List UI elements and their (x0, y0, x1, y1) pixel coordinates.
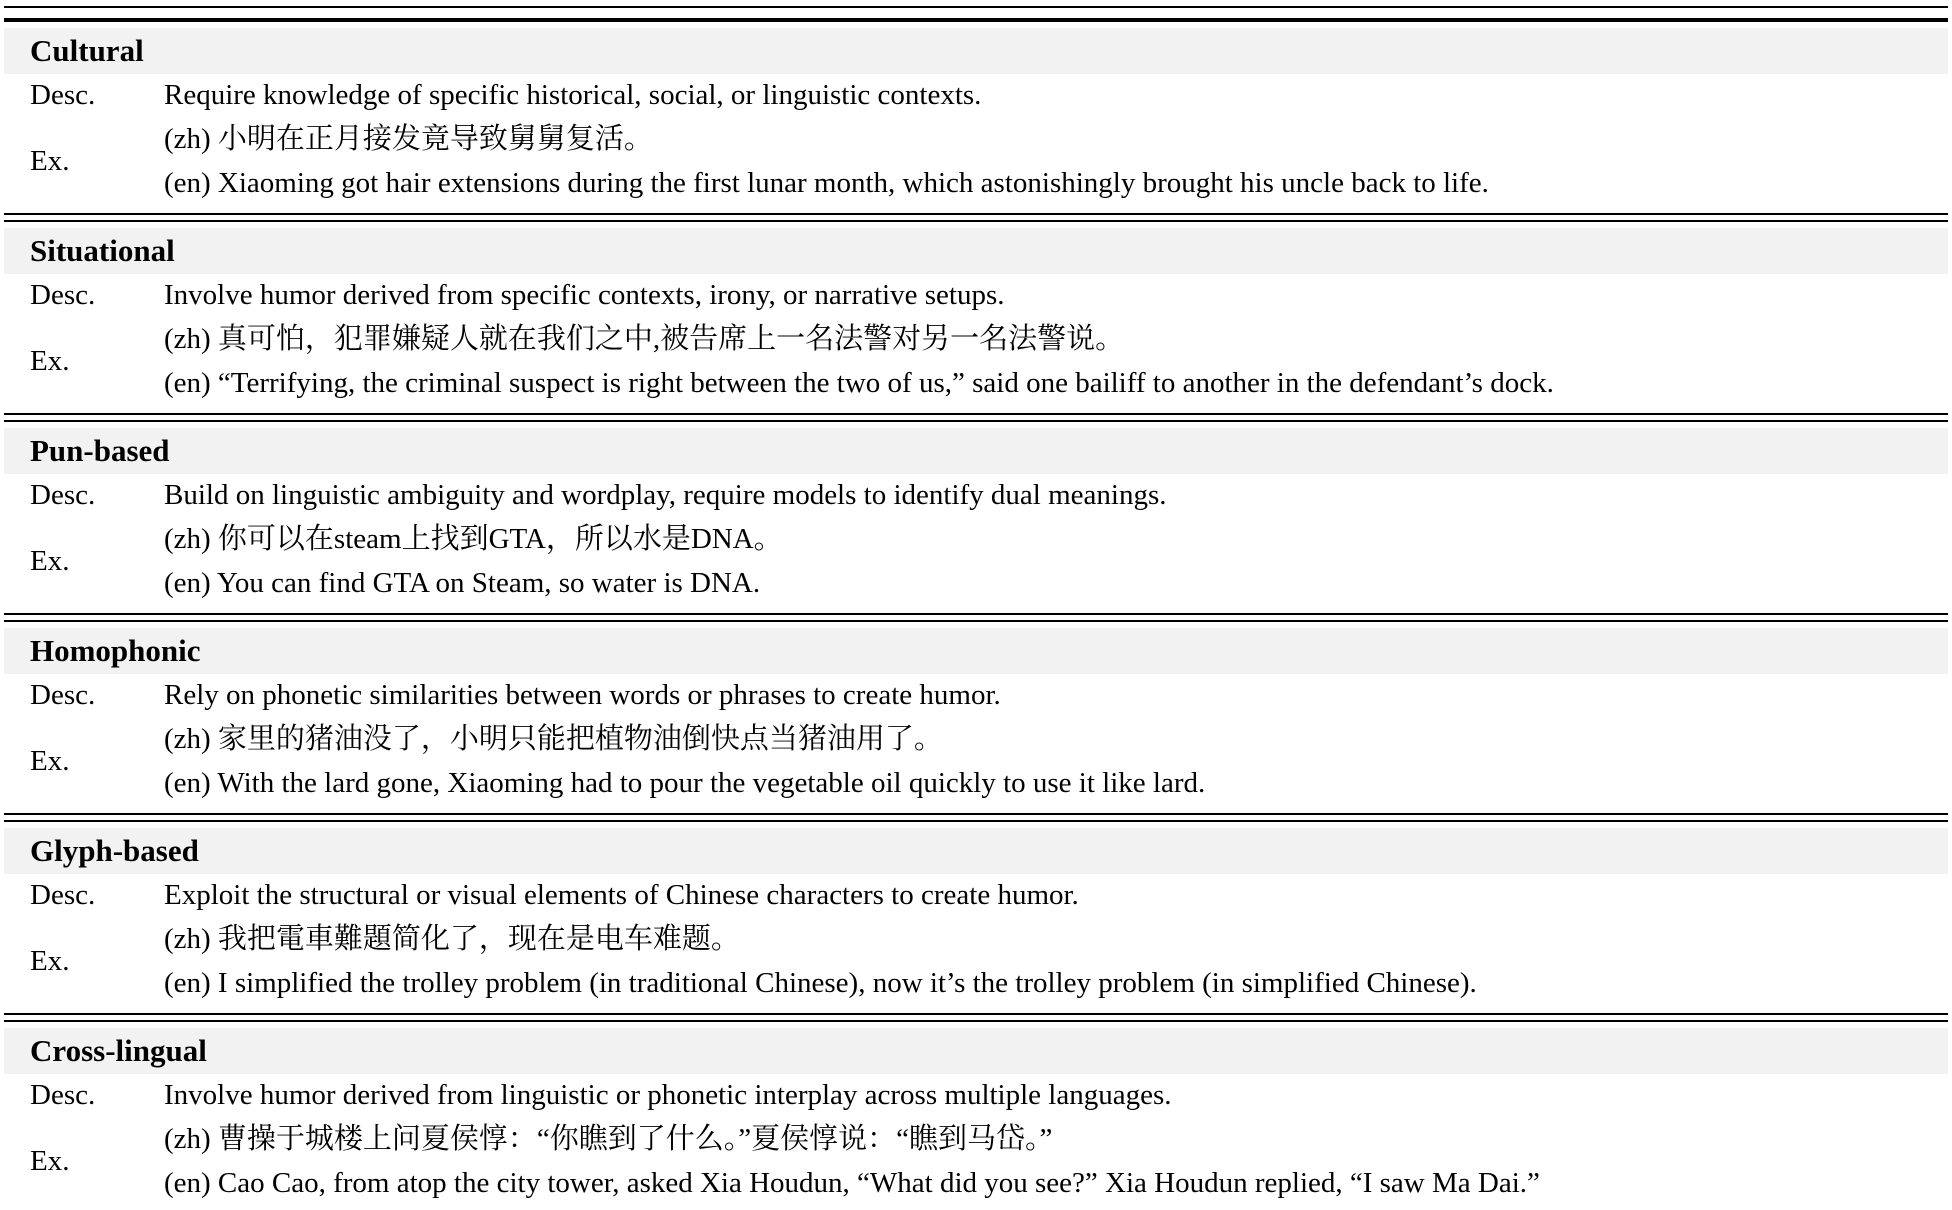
example-zh: (zh) 我把電車難題简化了，现在是电车难题。 (164, 923, 740, 955)
example-zh: (zh) 小明在正月接发竟导致舅舅复活。 (164, 123, 653, 155)
example-content (164, 917, 1948, 1005)
section-header: Situational (4, 228, 1948, 274)
desc-label: Desc. (30, 79, 96, 111)
desc-row (4, 674, 1948, 717)
example-row (4, 717, 1948, 805)
example-content (164, 517, 1948, 605)
ex-label: Ex. (30, 144, 70, 177)
table-top-rule (4, 6, 1948, 22)
top-thick-rule (4, 18, 1948, 22)
example-en: (en) Xiaoming got hair extensions during the first lunar month, which astonishingly brought his uncle back to life. (164, 167, 1489, 199)
desc-row (4, 74, 1948, 117)
desc-label: Desc. (30, 1079, 96, 1111)
desc-label: Desc. (30, 479, 96, 511)
section-situational (4, 228, 1948, 411)
section-separator-rule (4, 813, 1948, 822)
example-content (164, 117, 1948, 205)
section-cultural (4, 28, 1948, 211)
section-separator-rule (4, 1013, 1948, 1022)
desc-label: Desc. (30, 279, 96, 311)
example-en: (en) You can find GTA on Steam, so water is DNA. (164, 567, 761, 599)
section-header: Pun-based (4, 428, 1948, 474)
ex-label: Ex. (30, 944, 70, 977)
example-zh: (zh) 家里的猪油没了，小明只能把植物油倒快点当猪油用了。 (164, 723, 943, 755)
desc-row (4, 274, 1948, 317)
section-header: Cultural (4, 28, 1948, 74)
section-pun-based (4, 428, 1948, 611)
ex-label: Ex. (30, 1144, 70, 1177)
section-header: Homophonic (4, 628, 1948, 674)
desc-row (4, 1074, 1948, 1117)
section-header: Glyph-based (4, 828, 1948, 874)
ex-label: Ex. (30, 744, 70, 777)
desc-text: Involve humor derived from linguistic or phonetic interplay across multiple languages. (164, 1079, 1172, 1111)
section-homophonic (4, 628, 1948, 811)
example-zh: (zh) 你可以在steam上找到GTA，所以水是DNA。 (164, 523, 783, 555)
desc-label: Desc. (30, 879, 96, 911)
desc-label: Desc. (30, 679, 96, 711)
section-separator-rule (4, 413, 1948, 422)
desc-text: Rely on phonetic similarities between words or phrases to create humor. (164, 679, 1001, 711)
example-content (164, 1117, 1948, 1205)
example-en: (en) Cao Cao, from atop the city tower, asked Xia Houdun, “What did you see?” Xia Houdun replied, “I saw Ma Dai.” (164, 1167, 1540, 1199)
desc-row (4, 874, 1948, 917)
desc-text: Involve humor derived from specific contexts, irony, or narrative setups. (164, 279, 1005, 311)
example-content (164, 717, 1948, 805)
ex-label: Ex. (30, 544, 70, 577)
section-header: Cross-lingual (4, 1028, 1948, 1074)
example-en: (en) With the lard gone, Xiaoming had to pour the vegetable oil quickly to use it like lard. (164, 767, 1206, 799)
top-thin-rule (4, 6, 1948, 8)
example-row (4, 317, 1948, 405)
section-separator-rule (4, 613, 1948, 622)
example-en: (en) “Terrifying, the criminal suspect is right between the two of us,” said one bailiff to another in the defendant’s dock. (164, 367, 1554, 399)
section-separator-rule (4, 213, 1948, 222)
example-row (4, 117, 1948, 205)
section-cross-lingual (4, 1028, 1948, 1210)
example-row (4, 517, 1948, 605)
example-zh: (zh) 曹操于城楼上问夏侯惇：“你瞧到了什么。”夏侯惇说：“瞧到马岱。” (164, 1123, 1053, 1155)
ex-label: Ex. (30, 344, 70, 377)
example-content (164, 317, 1948, 405)
example-row (4, 1117, 1948, 1205)
desc-text: Require knowledge of specific historical, social, or linguistic contexts. (164, 79, 982, 111)
section-glyph-based (4, 828, 1948, 1011)
desc-text: Exploit the structural or visual elements of Chinese characters to create humor. (164, 879, 1079, 911)
example-row (4, 917, 1948, 1005)
example-zh: (zh) 真可怕，犯罪嫌疑人就在我们之中,被告席上一名法警对另一名法警说。 (164, 323, 1125, 355)
desc-text: Build on linguistic ambiguity and wordplay, require models to identify dual meanings. (164, 479, 1167, 511)
desc-row (4, 474, 1948, 517)
example-en: (en) I simplified the trolley problem (in traditional Chinese), now it’s the trolley problem (in simplified Chinese). (164, 967, 1477, 999)
